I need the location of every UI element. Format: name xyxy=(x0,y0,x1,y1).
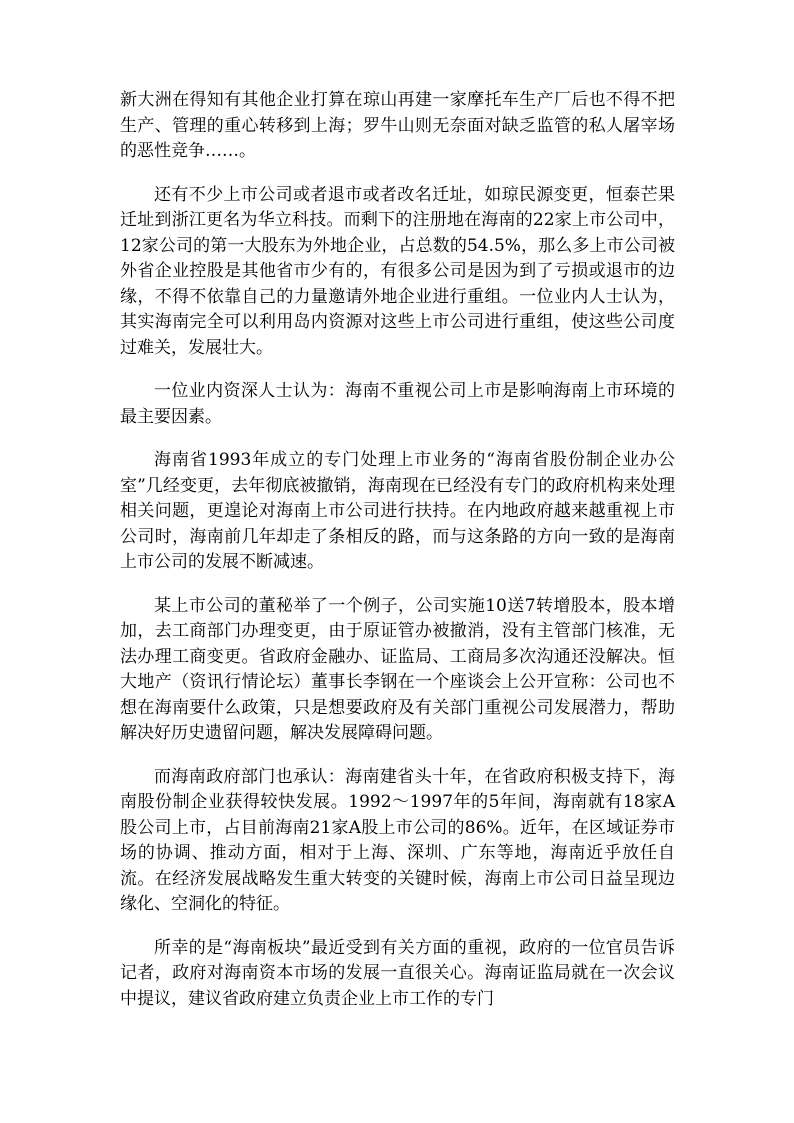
paragraph-6: 而海南政府部门也承认：海南建省头十年，在省政府积极支持下，海南股份制企业获得较快发展。1992～1997年的5年间，海南就有18家A股公司上市，占目前海南21家A股上市公司的86%。近年，在区域证券市场的协调、推动方面，相对于上海、深圳、广东等地，海南近乎放任自流。在经济发展战略发生重大转变的关键时候，海南上市公司日益呈现边缘化、空洞化的特征。 xyxy=(120,766,675,914)
article-body xyxy=(120,88,675,1012)
paragraph-3: 一位业内资深人士认为：海南不重视公司上市是影响海南上市环境的最主要因素。 xyxy=(120,381,675,427)
paragraph-7: 所幸的是“海南板块”最近受到有关方面的重视，政府的一位官员告诉记者，政府对海南资本市场的发展一直很关心。海南证监局就在一次会议中提议，建议省政府建立负责企业上市工作的专门 xyxy=(120,937,675,1009)
paragraph-1: 新大洲在得知有其他企业打算在琼山再建一家摩托车生产厂后也不得不把生产、管理的重心转移到上海；罗牛山则无奈面对缺乏监管的私人屠宰场的恶性竞争……。 xyxy=(120,90,675,161)
paragraph-5: 某上市公司的董秘举了一个例子，公司实施10送7转增股本，股本增加，去工商部门办理变更，由于原证管办被撤消，没有主管部门核准，无法办理工商变更。省政府金融办、证监局、工商局多次沟通还没解决。恒大地产（资讯行情论坛）董事长李钢在一个座谈会上公开宣称：公司也不想在海南要什么政策，只是想要政府及有关部门重视公司发展潜力，帮助解决好历史遗留问题，解决发展障碍问题。 xyxy=(120,595,675,743)
paragraph-2: 还有不少上市公司或者退市或者改名迁址，如琼民源变更，恒泰芒果迁址到浙江更名为华立科技。而剩下的注册地在海南的22家上市公司中，12家公司的第一大股东为外地企业，占总数的54.5%，那么多上市公司被外省企业控股是其他省市少有的，有很多公司是因为到了亏损或退市的边缘，不得不依靠自己的力量邀请外地企业进行重组。一位业内人士认为，其实海南完全可以利用岛内资源对这些上市公司进行重组，使这些公司度过难关，发展壮大。 xyxy=(120,184,675,358)
paragraph-4: 海南省1993年成立的专门处理上市业务的“海南省股份制企业办公室”几经变更，去年彻底被撤销，海南现在已经没有专门的政府机构来处理相关问题，更遑论对海南上市公司进行扶持。在内地政府越来越重视上市公司时，海南前几年却走了条相反的路，而与这条路的方向一致的是海南上市公司的发展不断减速。 xyxy=(120,450,675,572)
